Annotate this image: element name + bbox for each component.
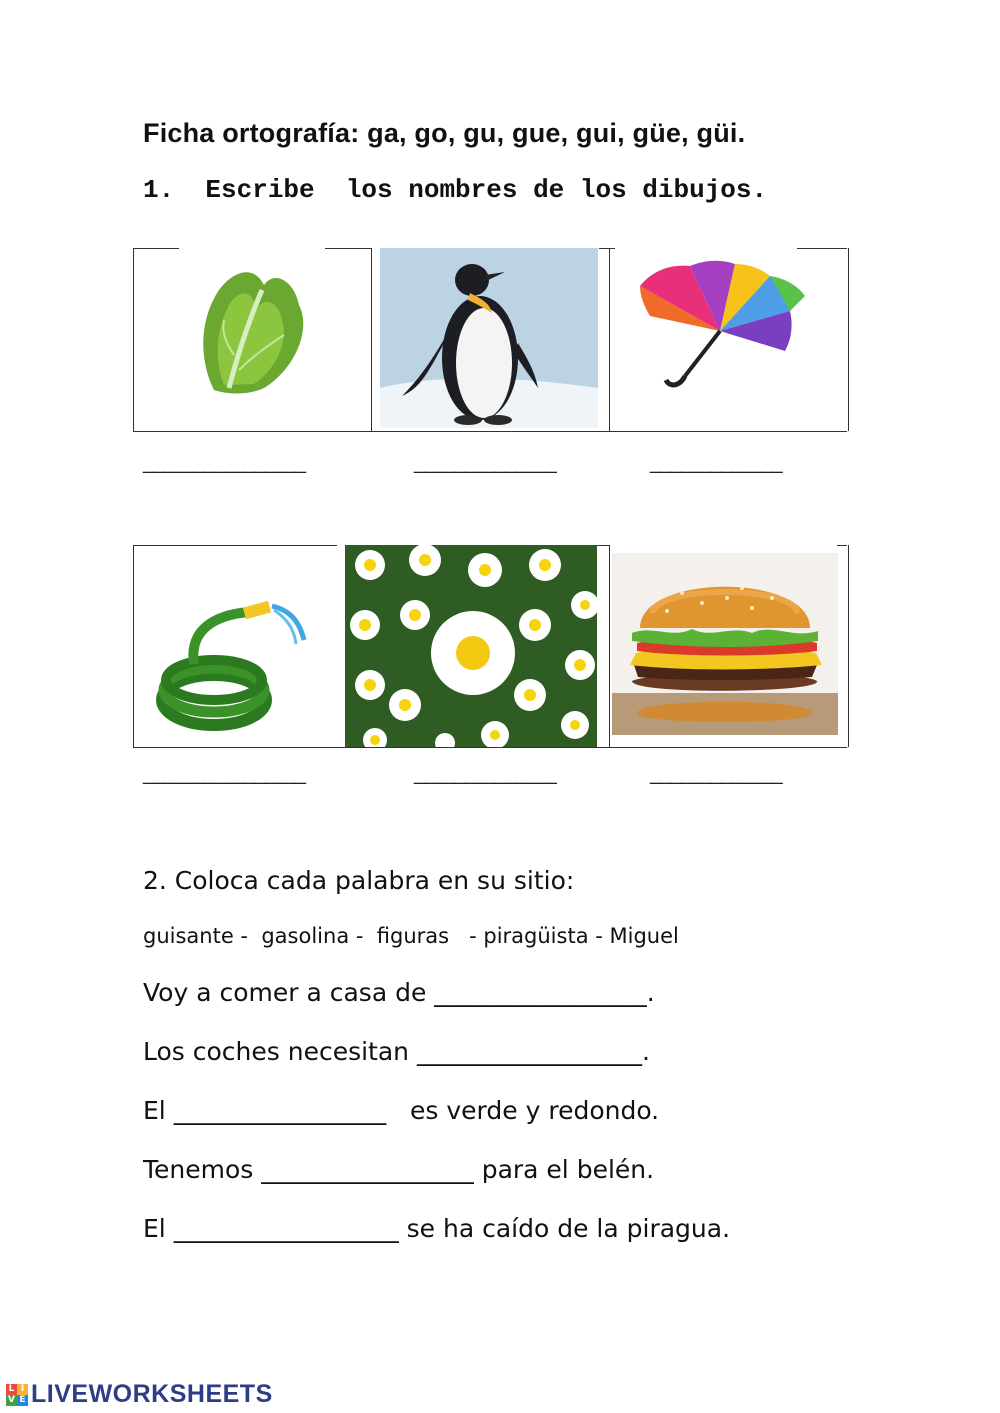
exercise1-instruction: 1. Escribe los nombres de los dibujos. (143, 175, 768, 205)
hamburger-picture (612, 553, 838, 735)
exercise2-instruction: 2. Coloca cada palabra en su sitio: (143, 866, 575, 895)
answer-line-umbrella[interactable]: _____________ (650, 452, 782, 474)
picture-cell-lettuce (133, 248, 372, 431)
answer-line-hamburger[interactable]: _____________ (650, 763, 782, 785)
hose-picture (154, 600, 314, 735)
liveworksheets-logo-icon: L I V E (6, 1384, 28, 1406)
sentence-5[interactable]: El __________________ se ha caído de la piragua. (143, 1214, 731, 1243)
picture-row-2 (133, 545, 847, 748)
picture-cell-penguin (371, 248, 610, 431)
worksheet-title: Ficha ortografía: ga, go, gu, gue, gui, güe, güi. (143, 118, 746, 148)
picture-row-1 (133, 248, 847, 432)
sentence-2[interactable]: Los coches necesitan __________________. (143, 1037, 650, 1066)
word-bank: guisante - gasolina - figuras - piragüista - Miguel (143, 924, 679, 948)
lettuce-picture (194, 260, 314, 395)
liveworksheets-brand (6, 1380, 273, 1409)
sentence-3[interactable]: El _________________ es verde y redondo. (143, 1096, 660, 1125)
answer-line-daisy[interactable]: ______________ (414, 763, 556, 785)
picture-cell-umbrella (609, 248, 849, 431)
picture-cell-daisy (337, 545, 609, 747)
sentence-4[interactable]: Tenemos _________________ para el belén. (143, 1155, 655, 1184)
answer-line-hose[interactable]: ________________ (143, 763, 305, 785)
penguin-picture (380, 248, 598, 428)
brand-name: LIVEWORKSHEETS (31, 1380, 273, 1408)
answer-line-penguin[interactable]: ______________ (414, 452, 556, 474)
umbrella-picture (630, 256, 810, 396)
picture-cell-hamburger (609, 545, 849, 747)
answer-line-lettuce[interactable]: ________________ (143, 452, 305, 474)
picture-cell-hose (133, 545, 338, 747)
daisy-picture (345, 545, 597, 747)
sentence-1[interactable]: Voy a comer a casa de _________________. (143, 978, 655, 1007)
